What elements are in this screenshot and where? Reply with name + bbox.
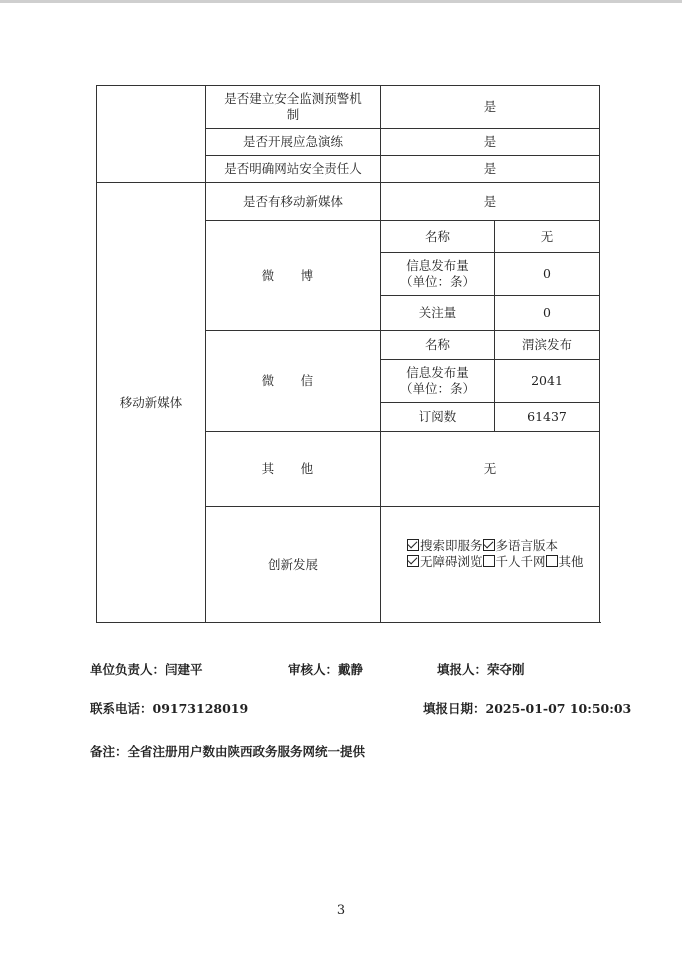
unit-head-name: 闫建平 bbox=[165, 662, 203, 677]
report-table bbox=[96, 85, 600, 623]
page-number: 3 bbox=[336, 903, 346, 918]
option-multilingual[interactable]: 多语言版本 bbox=[483, 538, 559, 553]
option-search-service[interactable]: 搜索即服务 bbox=[407, 538, 483, 553]
weibo-followers-label: 关注量 bbox=[381, 296, 495, 331]
mobile-section-label: 移动新媒体 bbox=[97, 183, 206, 623]
reviewer-name: 戴静 bbox=[338, 662, 364, 677]
wechat-posts-label: 信息发布量（单位：条） bbox=[381, 360, 495, 403]
weibo-name-value: 无 bbox=[495, 221, 600, 253]
weibo-followers-value: 0 bbox=[495, 296, 600, 331]
table-row bbox=[97, 183, 600, 221]
filler-name: 荣夺刚 bbox=[487, 662, 525, 677]
responsible-label: 是否明确网站安全责任人 bbox=[206, 156, 381, 183]
filler-line: 填报人：荣夺刚 bbox=[437, 662, 525, 677]
date-line: 填报日期：2025-01-07 10:50:03 bbox=[423, 701, 632, 716]
remark-note: 备注：全省注册用户数由陕西政务服务网统一提供 bbox=[90, 744, 366, 759]
warning-label: 是否建立安全监测预警机制 bbox=[206, 86, 381, 129]
has-mobile-value: 是 bbox=[381, 183, 600, 221]
innovation-label: 创新发展 bbox=[206, 507, 381, 623]
wechat-subs-label: 订阅数 bbox=[381, 403, 495, 432]
reviewer-line: 审核人：戴静 bbox=[288, 662, 364, 677]
wechat-name-value: 渭滨发布 bbox=[495, 331, 600, 360]
blank-section-cell bbox=[97, 86, 206, 183]
warning-value: 是 bbox=[381, 86, 600, 129]
has-mobile-label: 是否有移动新媒体 bbox=[206, 183, 381, 221]
weibo-label: 微 博 bbox=[206, 221, 381, 331]
option-personalized[interactable]: 千人千网 bbox=[483, 554, 546, 569]
weibo-posts-value: 0 bbox=[495, 253, 600, 296]
checkbox-checked-icon[interactable] bbox=[483, 539, 495, 551]
checkbox-unchecked-icon[interactable] bbox=[483, 555, 495, 567]
checkbox-checked-icon[interactable] bbox=[407, 555, 419, 567]
wechat-posts-value: 2041 bbox=[495, 360, 600, 403]
unit-head-line: 单位负责人：闫建平 bbox=[90, 662, 203, 677]
phone-line: 联系电话：09173128019 bbox=[90, 701, 249, 716]
checkbox-unchecked-icon[interactable] bbox=[546, 555, 558, 567]
wechat-name-label: 名称 bbox=[381, 331, 495, 360]
other-value: 无 bbox=[381, 432, 600, 507]
responsible-value: 是 bbox=[381, 156, 600, 183]
option-accessibility[interactable]: 无障碍浏览 bbox=[407, 554, 483, 569]
table-row bbox=[97, 86, 600, 129]
option-other[interactable]: 其他 bbox=[546, 554, 584, 569]
weibo-name-label: 名称 bbox=[381, 221, 495, 253]
drill-label: 是否开展应急演练 bbox=[206, 129, 381, 156]
drill-value: 是 bbox=[381, 129, 600, 156]
other-label: 其 他 bbox=[206, 432, 381, 507]
top-divider bbox=[0, 0, 682, 3]
checkbox-checked-icon[interactable] bbox=[407, 539, 419, 551]
phone-number: 09173128019 bbox=[152, 701, 249, 716]
wechat-label: 微 信 bbox=[206, 331, 381, 432]
weibo-posts-label: 信息发布量（单位：条） bbox=[381, 253, 495, 296]
innovation-options bbox=[381, 507, 600, 623]
wechat-subs-value: 61437 bbox=[495, 403, 600, 432]
fill-date: 2025-01-07 10:50:03 bbox=[485, 701, 632, 716]
